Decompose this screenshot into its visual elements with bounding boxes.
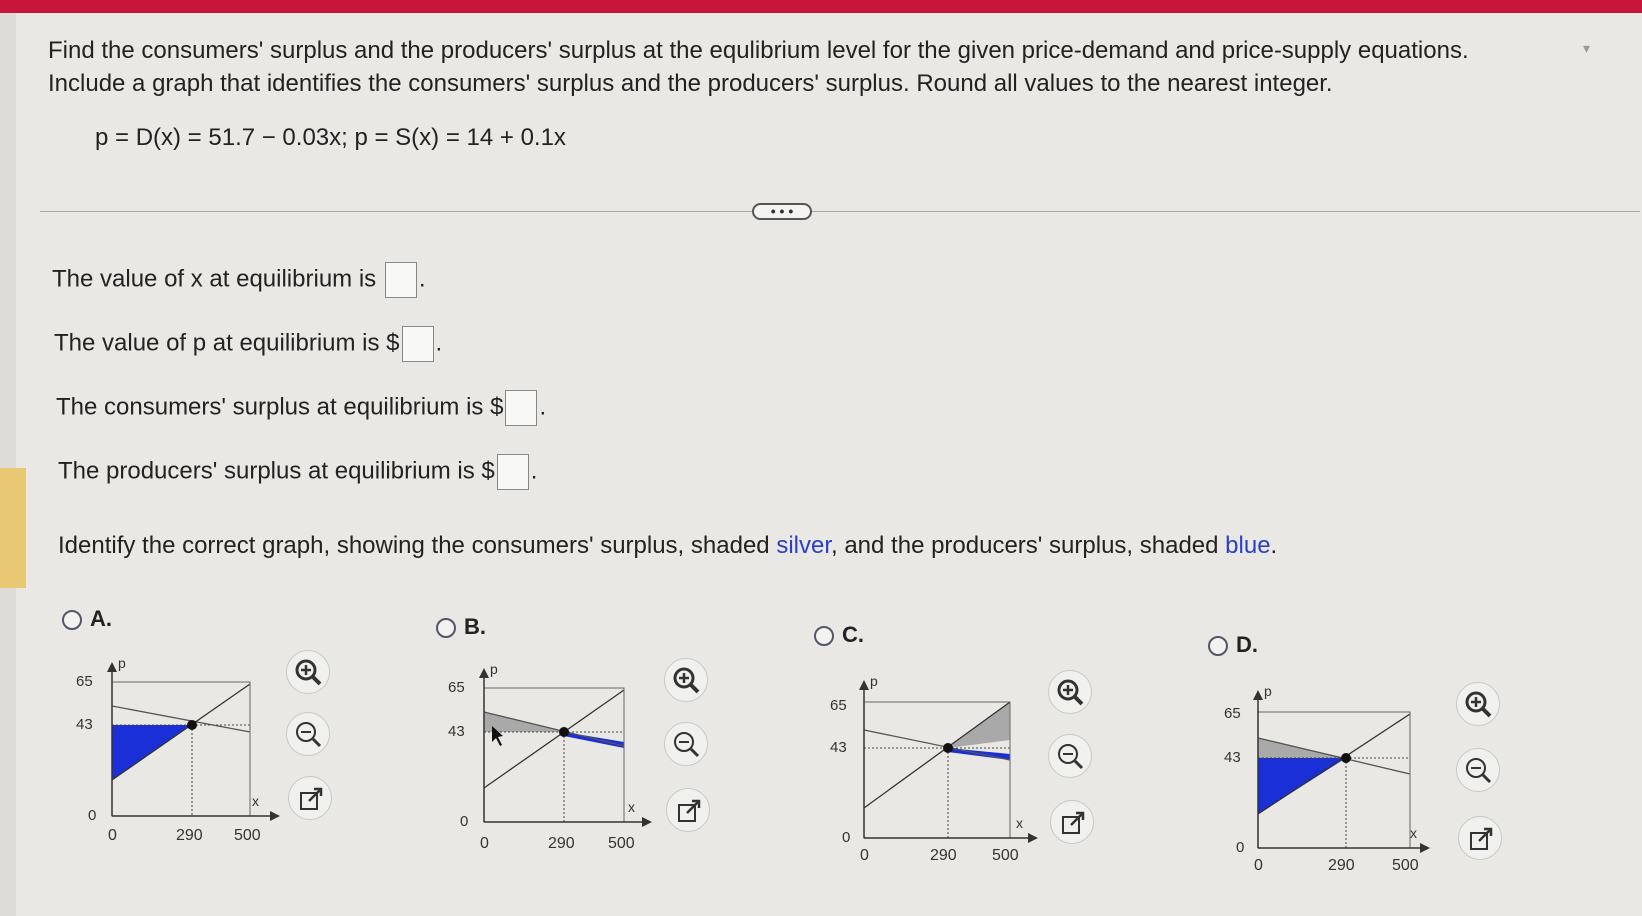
x-tick-500: 500 (608, 835, 635, 852)
zoom-in-icon (1457, 683, 1501, 727)
shaded-strip (564, 732, 624, 748)
question-x-label: The value of x at equilibrium is (52, 265, 377, 293)
question-ps: The producers' surplus at equilibrium is $ . (58, 454, 537, 490)
y-tick-65: 65 (76, 673, 93, 690)
option-b[interactable] (436, 614, 486, 640)
y-tick-0: 0 (842, 829, 851, 846)
p-label: p (490, 661, 498, 677)
x-label: x (1410, 825, 1417, 841)
p-label: p (118, 655, 126, 671)
more-button[interactable]: • • • (752, 203, 812, 220)
y-tick-65: 65 (448, 679, 465, 696)
answer-cs-input[interactable] (505, 390, 537, 426)
y-axis-arrow (859, 680, 869, 690)
x-tick-290: 290 (176, 827, 203, 844)
p-label: p (870, 673, 878, 689)
external-link-icon (667, 789, 711, 833)
option-b-label: B. (464, 614, 486, 639)
option-a[interactable] (62, 606, 112, 632)
zoom-in-button-a[interactable] (286, 650, 330, 694)
graph-a (68, 650, 288, 850)
zoom-in-button-b[interactable] (664, 658, 708, 702)
equation: p = D(x) = 51.7 − 0.03x; p = S(x) = 14 + 0.1x (95, 124, 566, 151)
open-graph-button-b[interactable] (666, 788, 710, 832)
zoom-in-icon (1049, 671, 1093, 715)
y-tick-65: 65 (1224, 705, 1241, 722)
question-p: The value of p at equilibrium is $ . (54, 326, 442, 362)
zoom-out-icon (287, 713, 331, 757)
x-tick-0: 0 (108, 827, 117, 844)
open-graph-button-d[interactable] (1458, 816, 1502, 860)
x-axis-arrow (1028, 833, 1038, 843)
p-label: p (1264, 683, 1272, 699)
identify-instruction (58, 532, 1277, 560)
x-tick-290: 290 (548, 835, 575, 852)
zoom-in-button-c[interactable] (1048, 670, 1092, 714)
left-edge (0, 13, 16, 916)
x-tick-500: 500 (992, 847, 1019, 864)
identify-suffix: . (1270, 532, 1278, 559)
zoom-out-button-a[interactable] (286, 712, 330, 756)
external-link-icon (1051, 801, 1095, 845)
equilibrium-point (1341, 753, 1351, 763)
option-a-label: A. (90, 606, 112, 631)
y-axis-arrow (1253, 690, 1263, 700)
x-tick-0: 0 (480, 835, 489, 852)
problem-line-2: Include a graph that identifies the consumers' surplus and the producers' surplus. Round all values to the nearest integer. (48, 70, 1333, 97)
identify-prefix: Identify the correct graph, showing the consumers' surplus, shaded (58, 532, 777, 559)
x-axis-arrow (1420, 843, 1430, 853)
graph-b (436, 656, 656, 856)
x-axis-arrow (270, 811, 280, 821)
question-cs-label: The consumers' surplus at equilibrium is $ (56, 393, 504, 421)
zoom-out-icon (1457, 749, 1501, 793)
question-x: The value of x at equilibrium is . (52, 262, 426, 298)
option-c-radio[interactable] (814, 626, 834, 646)
option-d-label: D. (1236, 632, 1258, 657)
problem-line-1: Find the consumers' surplus and the producers' surplus at the equlibrium level for the given price-demand and price-supply equations. (48, 37, 1469, 64)
x-tick-500: 500 (234, 827, 261, 844)
y-tick-65: 65 (830, 697, 847, 714)
zoom-in-icon (665, 659, 709, 703)
open-graph-button-c[interactable] (1050, 800, 1094, 844)
y-tick-0: 0 (460, 813, 469, 830)
external-link-icon (1459, 817, 1503, 861)
question-ps-label: The producers' surplus at equilibrium is $ (58, 457, 495, 485)
open-graph-button-a[interactable] (288, 776, 332, 820)
zoom-out-button-b[interactable] (664, 722, 708, 766)
graph-d (1214, 676, 1434, 876)
zoom-out-button-d[interactable] (1456, 748, 1500, 792)
identify-middle: , and the producers' surplus, shaded (831, 532, 1226, 559)
answer-p-input[interactable] (402, 326, 434, 362)
question-cs: The consumers' surplus at equilibrium is $ . (56, 390, 546, 426)
question-marker (0, 468, 26, 588)
y-tick-0: 0 (88, 807, 97, 824)
y-tick-43: 43 (76, 716, 93, 733)
external-link-icon (289, 777, 333, 821)
x-label: x (1016, 815, 1023, 831)
answer-ps-input[interactable] (497, 454, 529, 490)
option-d[interactable] (1208, 632, 1258, 658)
y-axis-arrow (107, 662, 117, 672)
graph-c (820, 664, 1040, 864)
option-c-label: C. (842, 622, 864, 647)
zoom-out-button-c[interactable] (1048, 734, 1092, 778)
x-tick-0: 0 (1254, 857, 1263, 874)
zoom-in-button-d[interactable] (1456, 682, 1500, 726)
y-axis-arrow (479, 668, 489, 678)
option-b-radio[interactable] (436, 618, 456, 638)
y-tick-43: 43 (448, 723, 465, 740)
x-label: x (252, 793, 259, 809)
collapse-caret-icon[interactable]: ▾ (1583, 40, 1591, 56)
equilibrium-point (187, 720, 197, 730)
blue-word: blue (1225, 532, 1271, 559)
equilibrium-point (559, 727, 569, 737)
option-d-radio[interactable] (1208, 636, 1228, 656)
y-tick-43: 43 (830, 739, 847, 756)
x-tick-290: 290 (1328, 857, 1355, 874)
zoom-in-icon (287, 651, 331, 695)
y-tick-43: 43 (1224, 749, 1241, 766)
option-a-radio[interactable] (62, 610, 82, 630)
x-label: x (628, 799, 635, 815)
zoom-out-icon (665, 723, 709, 767)
x-axis-arrow (642, 817, 652, 827)
y-tick-0: 0 (1236, 839, 1245, 856)
zoom-out-icon (1049, 735, 1093, 779)
x-tick-290: 290 (930, 847, 957, 864)
silver-word: silver (776, 532, 831, 559)
divider (40, 211, 1640, 212)
x-tick-500: 500 (1392, 857, 1419, 874)
problem-statement (48, 34, 1578, 100)
equilibrium-point (943, 743, 953, 753)
question-p-label: The value of p at equilibrium is $ (54, 329, 400, 357)
answer-x-input[interactable] (385, 262, 417, 298)
x-tick-0: 0 (860, 847, 869, 864)
top-accent-bar (0, 0, 1642, 13)
option-c[interactable] (814, 622, 864, 648)
plot-frame (484, 688, 624, 822)
